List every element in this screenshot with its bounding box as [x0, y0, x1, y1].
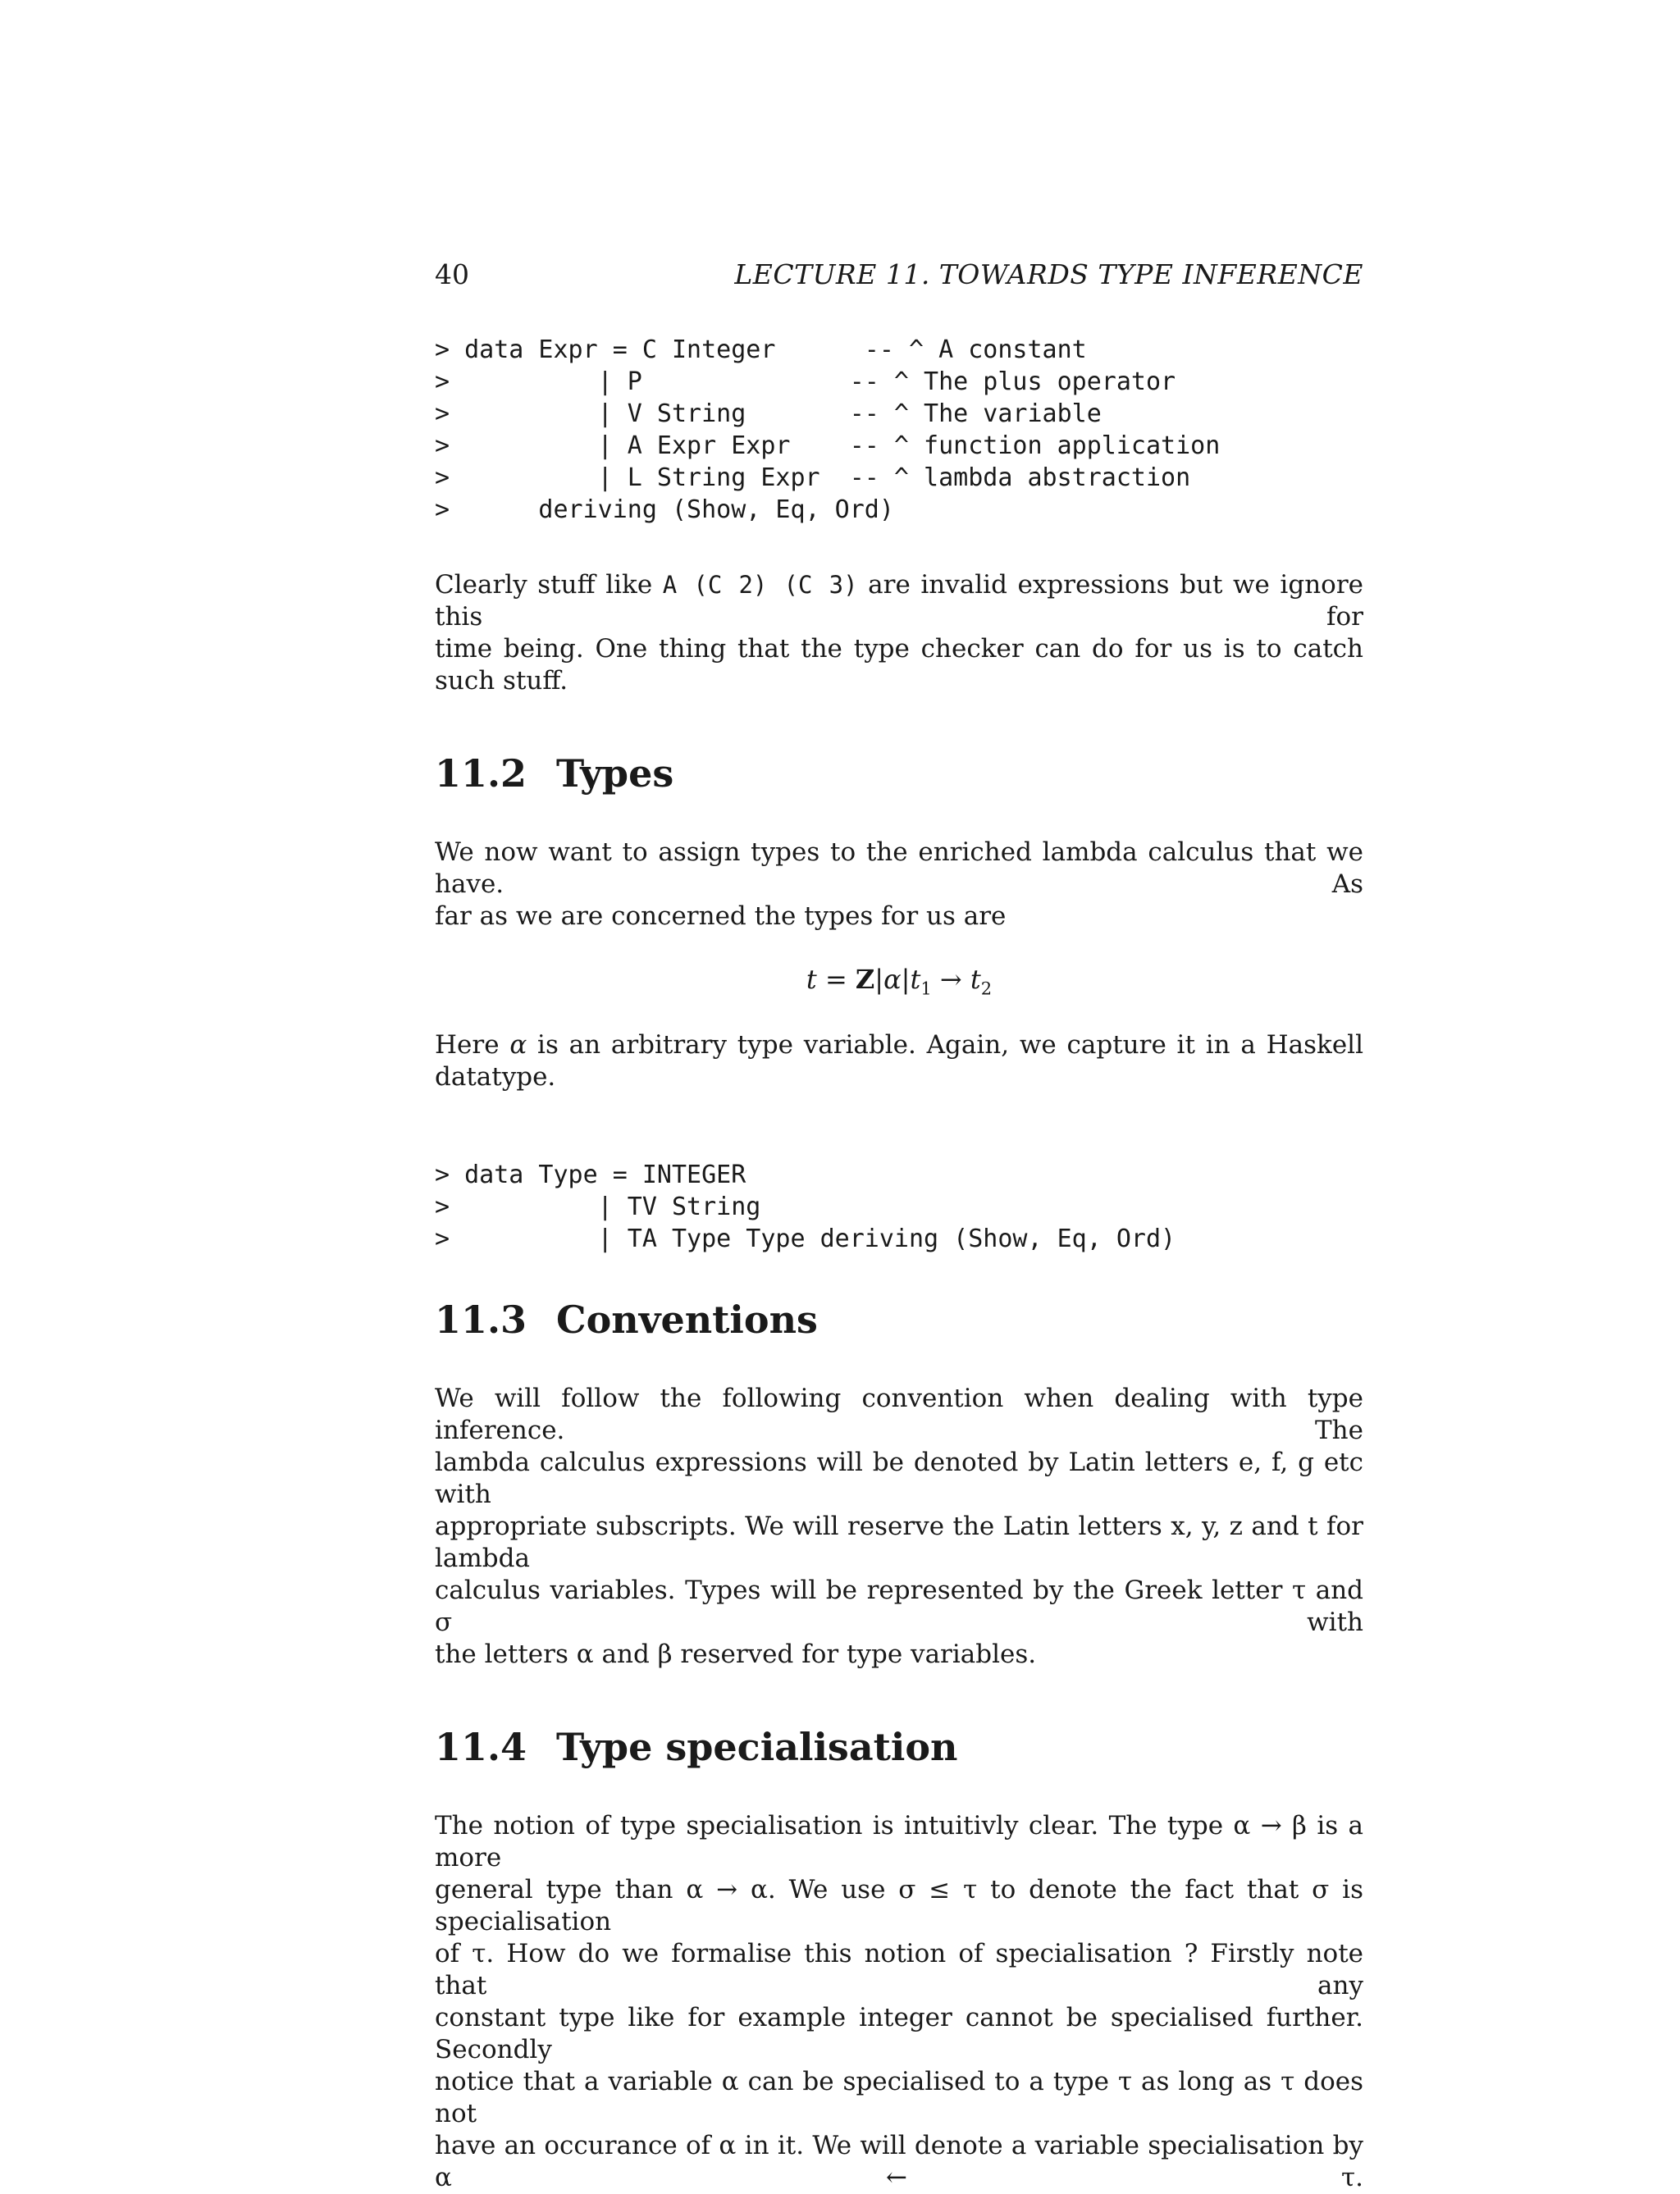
code-block-expr — [435, 334, 1363, 526]
paragraph-types-intro — [435, 837, 1363, 933]
section-heading-type-specialisation — [435, 1725, 1363, 1769]
code-block-type — [435, 1159, 1363, 1255]
page-number: 40 — [435, 258, 469, 290]
document-page — [435, 258, 1363, 2194]
paragraph-line: far as we are concerned the types for us are — [435, 901, 1007, 931]
paragraph-invalid-expressions — [435, 569, 1363, 697]
section-title: Types — [556, 751, 674, 796]
section-number: 11.3 — [435, 1298, 527, 1343]
code-line: > | P -- ^ The plus operator — [435, 367, 1176, 396]
paragraph-line: notice that a variable α can be specialised to a type τ as long as τ does not — [435, 2067, 1363, 2129]
paragraph-line: of τ. How do we formalise this notion of specialisation ? Firstly note that any — [435, 1939, 1363, 2001]
section-title: Conventions — [556, 1298, 818, 1343]
paragraph-line: appropriate subscripts. We will reserve the Latin letters x, y, z and t for lambda — [435, 1512, 1363, 1574]
section-heading-conventions — [435, 1298, 1363, 1342]
page-header — [435, 258, 1363, 299]
paragraph-line: The notion of type specialisation is intuitivly clear. The type α → β is a more — [435, 1811, 1363, 1873]
inline-code: A (C 2) (C 3) — [662, 571, 858, 599]
code-line: > | TV String — [435, 1193, 761, 1222]
running-title: LECTURE 11. TOWARDS TYPE INFERENCE — [734, 258, 1363, 290]
paragraph-specialisation — [435, 1810, 1363, 2194]
paragraph-line: calculus variables. Types will be represented by the Greek letter τ and σ with — [435, 1576, 1363, 1638]
paragraph-line: lambda calculus expressions will be denoted by Latin letters e, f, g etc with — [435, 1448, 1363, 1510]
section-title: Type specialisation — [556, 1725, 958, 1770]
paragraph-line: general type than α → α. We use σ ≤ τ to denote the fact that σ is specialisation — [435, 1875, 1363, 1937]
paragraph-line: We now want to assign types to the enriched lambda calculus that we have. As — [435, 837, 1363, 899]
paragraph-line: the letters α and β reserved for type variables. — [435, 1640, 1037, 1670]
paragraph-line: constant type like for example integer cannot be specialised further. Secondly — [435, 2003, 1363, 2065]
code-line: > | A Expr Expr -- ^ function application — [435, 431, 1221, 460]
code-line: > | TA Type Type deriving (Show, Eq, Ord) — [435, 1225, 1176, 1254]
paragraph-line: Clearly stuff like A (C 2) (C 3) are invalid expressions but we ignore this for — [435, 570, 1363, 632]
paragraph-line: have an occurance of α in it. We will denote a variable specialisation by α ← τ. — [435, 2131, 1363, 2193]
section-number: 11.4 — [435, 1725, 527, 1770]
paragraph-line: time being. One thing that the type checker can do for us is to catch such stuff. — [435, 634, 1363, 696]
code-line: > deriving (Show, Eq, Ord) — [435, 495, 894, 524]
type-equation: $t = Z|\alpha|t_1 \to t_2$ — [806, 964, 993, 999]
section-number: 11.2 — [435, 751, 527, 796]
paragraph-line: We will follow the following convention when dealing with type inference. The — [435, 1384, 1363, 1446]
code-line: > data Expr = C Integer -- ^ A constant — [435, 335, 1087, 364]
code-line: > | V String -- ^ The variable — [435, 399, 1102, 428]
paragraph-conventions — [435, 1383, 1363, 1671]
paragraph-line: Here α is an arbitrary type variable. Again, we capture it in a Haskell datatype. — [435, 1030, 1363, 1092]
code-line: > data Type = INTEGER — [435, 1161, 746, 1190]
section-heading-types — [435, 751, 1363, 796]
code-line: > | L String Expr -- ^ lambda abstraction — [435, 463, 1191, 492]
paragraph-type-variable — [435, 1029, 1363, 1093]
